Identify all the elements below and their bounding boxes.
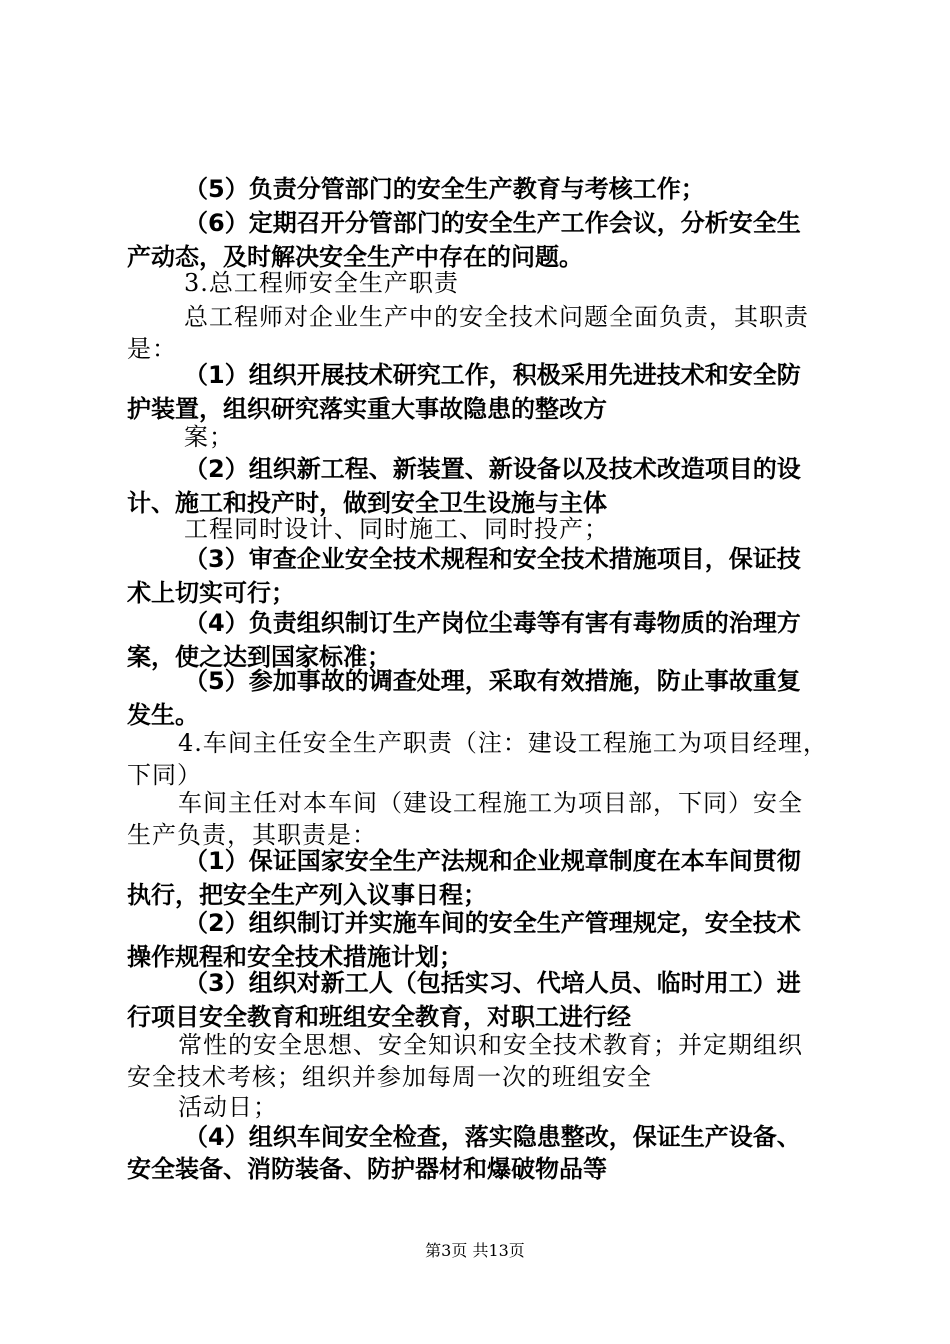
page-number-footer: 第3页 共13页 <box>425 1241 525 1260</box>
text-line: 案； <box>184 423 234 451</box>
text-line: 活动日； <box>178 1093 278 1121</box>
text-line: 执行，把安全生产列入议事日程； <box>127 881 487 909</box>
text-line: 案，使之达到国家标准； <box>127 643 391 671</box>
text-line: （5）参加事故的调查处理，采取有效措施，防止事故重复 <box>184 667 801 695</box>
text-line: （1）组织开展技术研究工作，积极采用先进技术和安全防 <box>184 361 801 389</box>
text-line: （3）组织对新工人（包括实习、代培人员、临时用工）进 <box>184 969 801 997</box>
text-line: （4）负责组织制订生产岗位尘毒等有害有毒物质的治理方 <box>184 609 801 637</box>
text-line: 安全技术考核；组织并参加每周一次的班组安全 <box>127 1063 652 1091</box>
text-line: 常性的安全思想、安全知识和安全技术教育；并定期组织 <box>178 1031 803 1059</box>
section-heading: 3.总工程师安全生产职责 <box>184 269 459 297</box>
text-line: （5）负责分管部门的安全生产教育与考核工作； <box>184 175 705 203</box>
text-line: 是： <box>127 335 177 363</box>
text-line: 术上切实可行； <box>127 579 295 607</box>
text-line: （3）审查企业安全技术规程和安全技术措施项目，保证技 <box>184 545 801 573</box>
text-line: （2）组织制订并实施车间的安全生产管理规定，安全技术 <box>184 909 801 937</box>
text-line: （6）定期召开分管部门的安全生产工作会议，分析安全生 <box>184 209 801 237</box>
text-line: 操作规程和安全技术措施计划； <box>127 943 463 971</box>
section-heading: 4.车间主任安全生产职责（注：建设工程施工为项目经理， <box>178 729 828 757</box>
text-line: （1）保证国家安全生产法规和企业规章制度在本车间贯彻 <box>184 847 801 875</box>
text-line: 发生。 <box>127 701 199 729</box>
text-line: 下同） <box>127 761 202 789</box>
text-line: 产动态，及时解决安全生产中存在的问题。 <box>127 243 583 271</box>
text-line: 生产负责，其职责是： <box>127 821 377 849</box>
text-line: 安全装备、消防装备、防护器材和爆破物品等 <box>127 1155 607 1183</box>
text-line: 行项目安全教育和班组安全教育，对职工进行经 <box>127 1003 631 1031</box>
text-line: 计、施工和投产时，做到安全卫生设施与主体 <box>127 489 607 517</box>
text-line: （2）组织新工程、新装置、新设备以及技术改造项目的设 <box>184 455 801 483</box>
text-line: 总工程师对企业生产中的安全技术问题全面负责，其职责 <box>184 303 809 331</box>
text-line: 车间主任对本车间（建设工程施工为项目部，下同）安全 <box>178 789 803 817</box>
text-line: 工程同时设计、同时施工、同时投产； <box>184 515 609 543</box>
text-line: （4）组织车间安全检查，落实隐患整改，保证生产设备、 <box>184 1123 801 1151</box>
text-line: 护装置，组织研究落实重大事故隐患的整改方 <box>127 395 607 423</box>
